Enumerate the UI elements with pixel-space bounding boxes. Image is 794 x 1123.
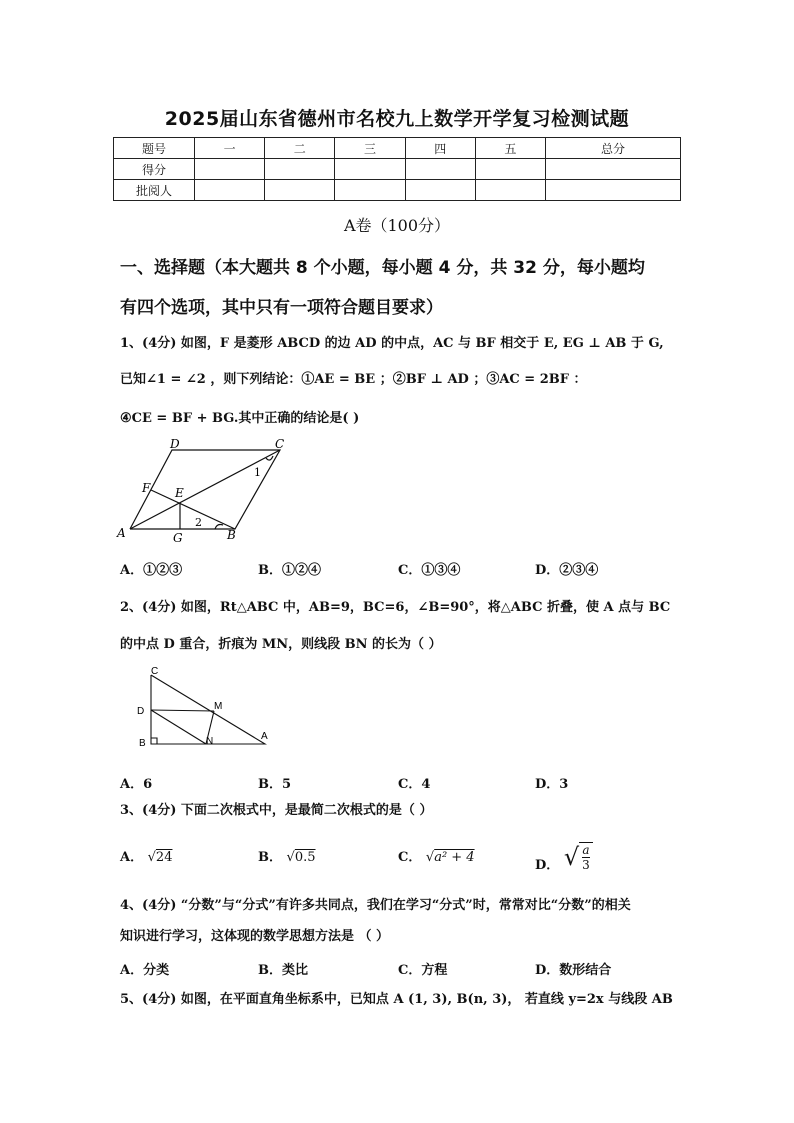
question-5-line1: 5、(4分) 如图，在平面直角坐标系中，已知点 A (1, 3), B(n, 3)， 若直线 y=2x 与线段 AB (120, 992, 673, 1007)
label-angle-2: 2 (195, 516, 202, 529)
score-cell (195, 159, 265, 180)
q4-option-c[interactable]: C．方程 (398, 963, 448, 978)
radicand: 0.5 (294, 850, 316, 865)
q2-option-a[interactable]: A．6 (120, 777, 153, 792)
q1-option-b[interactable]: B．①②④ (258, 563, 321, 578)
radicand: a² + 4 (434, 850, 475, 865)
part-title-line1: 一、选择题（本大题共 8 个小题，每小题 4 分，共 32 分，每小题均 (120, 258, 645, 278)
label-angle-1: 1 (254, 466, 261, 479)
question-1-line3: ④CE = BF + BG.其中正确的结论是( ) (120, 411, 360, 426)
table-header-cell: 题号 (114, 138, 195, 159)
question-2-line2: 的中点 D 重合，折痕为 MN，则线段 BN 的长为（ ） (120, 637, 442, 652)
section-heading: A卷（100分） (343, 216, 451, 235)
sqrt-expression: √a² + 4 (425, 850, 475, 865)
label-n: N (206, 736, 214, 747)
table-row (114, 159, 681, 180)
label-e: E (175, 486, 184, 500)
option-label: D． (535, 857, 560, 873)
q3-option-c[interactable] (398, 846, 475, 865)
q3-option-a[interactable] (120, 846, 172, 865)
label-d: D (170, 437, 180, 451)
score-table (113, 137, 681, 201)
sqrt-expression: √0.5 (286, 850, 316, 865)
label-m: M (214, 701, 223, 712)
question-3-line1: 3、(4分) 下面二次根式中，是最简二次根式的是（ ） (120, 803, 433, 818)
table-header-cell: 二 (265, 138, 335, 159)
score-cell (335, 159, 405, 180)
question-4-line1: 4、(4分) “分数”与“分式”有许多共同点，我们在学习“分式”时，常常对比“分数”的相关 (120, 898, 631, 913)
sqrt-expression: √24 (147, 850, 173, 865)
table-row-label: 得分 (114, 159, 195, 180)
label-a: A (261, 731, 268, 742)
exam-title: 2025届山东省德州市名校九上数学开学复习检测试题 (164, 108, 630, 130)
table-header-cell: 总分 (546, 138, 681, 159)
score-cell (546, 180, 681, 201)
question-1-figure (115, 437, 295, 545)
score-cell (475, 159, 545, 180)
table-row-label: 批阅人 (114, 180, 195, 201)
q4-option-b[interactable]: B．类比 (258, 963, 308, 978)
q2-option-b[interactable]: B．5 (258, 777, 292, 792)
score-cell (405, 180, 475, 201)
q2-option-c[interactable]: C．4 (398, 777, 431, 792)
table-row (114, 180, 681, 201)
score-cell (546, 159, 681, 180)
table-header-cell: 一 (195, 138, 265, 159)
option-label: A． (120, 850, 144, 865)
q4-option-d[interactable]: D．数形结合 (535, 963, 612, 978)
label-f: F (142, 481, 151, 495)
score-cell (265, 159, 335, 180)
radicand: 24 (155, 850, 173, 865)
part-title-line2: 有四个选项，其中只有一项符合题目要求） (120, 298, 443, 318)
score-cell (335, 180, 405, 201)
question-1-line2: 已知∠1 = ∠2 ，则下列结论：①AE = BE ；②BF ⊥ AD ；③AC = 2BF ： (120, 372, 587, 387)
q4-option-a[interactable]: A．分类 (120, 963, 170, 978)
q1-option-c[interactable]: C．①③④ (398, 563, 461, 578)
table-header-cell: 五 (475, 138, 545, 159)
q1-option-d[interactable]: D．②③④ (535, 563, 599, 578)
label-c: C (151, 666, 159, 677)
score-cell (265, 180, 335, 201)
question-1-line1: 1、(4分) 如图，F 是菱形 ABCD 的边 AD 的中点，AC 与 BF 相交于 E, EG ⊥ AB 于 G, (120, 336, 664, 351)
score-cell (475, 180, 545, 201)
label-d: D (137, 706, 145, 717)
table-header-cell: 四 (405, 138, 475, 159)
label-g: G (173, 531, 183, 545)
score-cell (405, 159, 475, 180)
angle-2-arc (215, 525, 223, 530)
q2-option-d[interactable]: D．3 (535, 777, 569, 792)
right-angle-mark (151, 738, 157, 744)
segment-dn (151, 710, 206, 744)
sqrt-fraction: √ $\frac{a}{3}$ (564, 842, 593, 872)
question-4-line2: 知识进行学习，这体现的数学思想方法是 （ ） (120, 929, 390, 944)
numerator: a (582, 843, 590, 857)
q3-option-b[interactable] (258, 846, 316, 865)
label-b: B (139, 738, 146, 749)
q3-option-d[interactable] (535, 838, 593, 873)
question-2-line1: 2、(4分) 如图，Rt△ABC 中，AB=9，BC=6，∠B=90°，将△ABC 折叠，使 A 点与 BC (120, 600, 671, 615)
question-2-figure (135, 666, 275, 752)
option-label: C． (398, 850, 422, 865)
denominator: 3 (582, 858, 590, 872)
table-header-cell: 三 (335, 138, 405, 159)
option-label: B． (258, 850, 282, 865)
label-b: B (227, 528, 236, 542)
label-c: C (275, 437, 285, 451)
label-a: A (117, 526, 126, 540)
score-table-header-row (114, 138, 681, 159)
score-cell (195, 180, 265, 201)
segment-dm (151, 710, 214, 711)
q1-option-a[interactable]: A．①②③ (120, 563, 183, 578)
